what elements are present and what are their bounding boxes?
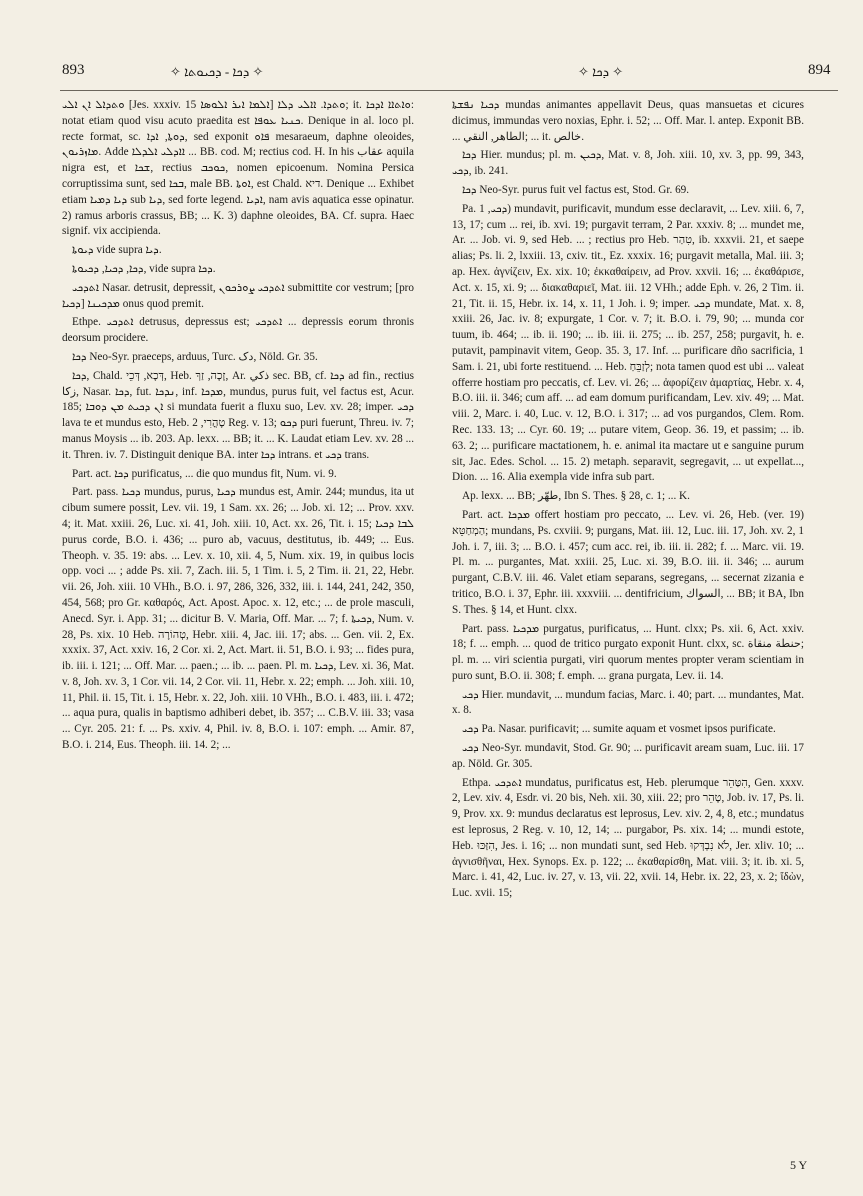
entry-paragraph: ܕܟܝ Pa. Nasar. purificavit; ... sumite aquam et vosmet ipsos purificate. bbox=[462, 723, 776, 736]
left-running-head: ✧ ܕܟܐ - ܕܟܝܘܬܐ ✧ bbox=[170, 64, 264, 79]
entry-paragraph: ܕܟܐ Hier. mundus; pl. m. ܕܟܝܢ, Mat. v. 8, Joh. xiii. 10, xv. 3, pp. 99, 343, ܕܟܝ, ib. 241. bbox=[452, 149, 804, 178]
entry-paragraph: ܕܟܐ, ܕܟܝܐ, ܕܟܝܘܬܐ, vide supra ܕܟܐ. bbox=[72, 262, 216, 275]
right-column bbox=[452, 98, 804, 1166]
entry-paragraph: ܕܟܐ, Chald. דְּכָא, דְּכֵי, Heb. זָכָה, זַךְ, Ar. ذكي sec. BB, cf. ܕܟܐ ad fin., rectius زكا, Nasar. ܕܟܐ, fut. ܢܕܟܐ, inf. ܡܕܟܐ, mundus, purus fuit, vel factus est, Acur. 185; ܐܢ ܕܟܝܬ ܡܢ ܕܘܒܐ si mundata fuerit a fluxu suo, Lev. xv. 28; imper. ܕܟܝ lava te et mundus esto, Heb. טָהֳרִי, 2 Reg. v. 13; ܕܟܘ puri fuerunt, Threu. iv. 7; manus Moysis ... ib. 203. Ap. lexx. ... BB; it. ... K. Laudat etiam Lev. xv. 28 ... it. Thren. iv. 7. Distinguit denique BA. inter ܕܟܐ intrans. et ܕܟܝ trans. bbox=[62, 369, 414, 461]
right-page-number: 894 bbox=[808, 62, 831, 78]
entry-paragraph: Part. act. ܕܟܐ purificatus, ... die quo mundus fit, Num. vi. 9. bbox=[72, 467, 337, 480]
entry-paragraph: ܕܝܘܬܐ vide supra ܕܝܐ. bbox=[72, 244, 162, 257]
signature-mark: 5 Y bbox=[790, 1158, 808, 1172]
entry-paragraph: ܕܟܐ Neo-Syr. purus fuit vel factus est, Stod. Gr. 69. bbox=[462, 183, 690, 196]
left-column bbox=[62, 98, 414, 1166]
header-rule bbox=[60, 90, 838, 91]
entry-paragraph: Ap. lexx. ... BB; طهّر, Ibn S. Thes. § 28, c. 1; ... K. bbox=[462, 490, 690, 503]
entry-paragraph: ܐܬܕܟܝ Nasar. detrusit, depressit, ܐܬܕܟܝ ܨܘܪܟܘܢ submittite cor vestrum; [pro ܕܟܝܐ] ܡܕܟܝܢܐ onus quod premit. bbox=[62, 281, 414, 310]
entry-paragraph: Pa. ܕܟܝ, 1) mundavit, purificavit, mundum esse declaravit, ... Lev. xiii. 6, 7, 13, 17; cum ... rei, ib. xvi. 19; purgavit terram, 2 Par. xxxiv. 8; ... mundet me, Ar. ... Job. vi. 9, sed Heb. ... ; rectius pro Heb. טִהַר, ib. xxxvii. 21, et saepe alias; Ps. li. 2, lxxiii. 13, cxiv. tit., Ez. xxxix. 16; purgavit metalla, Mal. iii. 3; ap. Hex. ἁγνίζειν, Ex. xix. 10; ἐκκαθαίρειν, ad Prov. xxvii. 16; ... ἐκαθάρισε, Act. x. 15, xi. 9; ... διακαθαριεῖ, Mat. iii. 12 VHh.; adde Eph. v. 26, 2 Tim. ii. 21, Tit. ii. 15, Hebr. ix. 14, x. 11, 1 Joh. i. 9; imper. ܕܟܝ mundate, Mat. x. 8, xxiii. 26, Jac. iv. 8; expurgate, 1 Cor. v. 7; it. B.O. i. 79, 90; ... munda cor tuum, ib. 464; ... ib. ii. 190; ... ib. iii. ii. 275; ... ib. 257, 258; purgavit, h. e. putavit, pampinavit vitem, Geop. 35. 3, 17. Inf. ... purificare dño sacrificia, 1 Sam. i. 21, ubi forte restituend. ... Heb. לְזַבֵּחַ; nota tamen quod est ubi ... valeat offerre hostiam pro peccatis, cf. Lev. vi. 26; ... ἀφορίζειν ἁμαρτίας, Hebr. x. 4, B.O. iii. ii. 346; cum aff. ... ad eam domum purificandam, Lev. xiv. 49; ... Mat. viii. 2, Marc. i. 40, Luc. v. 12, B.O. i. 317; ... ad vos purgandos, Clem. Rom. Rec. 133. 13; ... Cyr. 60. 19; ... putare vitem, Geop. 36. 19, et passim; ... ib. 63. 2; ... purificare mactationem, h. e. animal ita mactare ut e sanguine purum sit, Jac. Edes. Schol. ... 15. 2) metaph. separavit, segregavit, ... ut expellat..., Dion. ... 16. Alia exempla vide infra sub part. bbox=[452, 202, 804, 484]
left-page-number: 893 bbox=[62, 62, 85, 78]
entry-paragraph: Part. pass. ܕܟܝܐ mundus, purus, ܕܟܝܐ mundus est, Amir. 244; mundus, ita ut cibum sumere possit, Lev. vii. 19, 1 Sam. xx. 26; ... Job. xi. 12; ... Prov. xxv. 4; it. Mat. xxiii. 26, Luc. xi. 41, Joh. xiii. 10, Act. xx. 26, Tit. i. 15; ܠܒܐ ܕܟܝܐ purus corde, B.O. i. 436; ... puro ab, vacuus, destitutus, ib. 449; ... Eus. Theoph. v. 35. 19: abs. ... Lev. x. 10, xii. 4, 5, Num. xix. 19, in quibus locis opp. voci ... ; adde Ps. xii. 7, Zach. iii. 5, 1 Tim. i. 5, 2 Tim. ii. 21, 22, Hebr. vii. 26, Joh. xiii. 10 VHh., B.O. i. 97, 286, 326, 332, iii. i. 144, 241, 242, 350, 454, 568; pro Gr. καθαρός, Act. Apost. Apoc. x. 12, etc.; ... de prole masculi, Anecd. Syr. i. App. 31; ... dicitur B. V. Maria, Off. Mar. ... 7; f. ܕܟܝܬܐ, Num. v. 28, Ps. xix. 10 Heb. טְהוֹרָה, Hebr. xiii. 4, Jac. iii. 17; abs. ... Gen. vii. 2, Ex. xxxix. 37, Act. xxiv. 16, 2 Cor. xi. 2, Act. Mart. ii. 51, B.O. i. 93; ... fides pura, ib. iii. i. 121; ... Off. Mar. ... paen.; ... ib. ... paen. Pl. m. ܕܟܝܐ, Lev. xi. 36, Mat. v. 8, Joh. xv. 3, 1 Cor. vii. 14, 2 Cor. vii. 11, Hebr. x. 22; emph. ... Joh. xiii. 10, 11, Phil. ii. 15, Tit. i. 15, Hebr. x. 22, Joh. xiii. 10 VHh., B.O. i. 483, iii. i. 472; ... aqua pura, qualis in baptismo adhiberi debet, ib. 357; ... C.B.V. iii. 33; vasa ... Cyr. 205. 21: f. ... Ps. xxiv. 4, Phil. iv. 8, B.O. i. 107: emph. ... Amir. 87, B.O. i. 214, Eus. Theoph. iii. 14. 2; ... bbox=[62, 486, 414, 752]
right-running-head: ✧ ܕܟܐ ✧ bbox=[578, 64, 624, 79]
entry-paragraph: Ethpa. ܐܬܕܟܝ mundatus, purificatus est, Heb. plerumque הִטַּהֵר, Gen. xxxv. 2, Lev. xiv. 4, Esdr. vi. 20 bis, Neh. xii. 30, xiii. 22; pro טָהֵר, Job. iv. 17, Ps. li. 9, Prov. xx. 9: mundus declaratus est leprosus, Lev. xiv. 2, 4, 8, etc.; mundatus est leprosus, 2 Reg. v. 10, 12, 14; ... purgabor, Ps. xix. 14; ... mundi estote, Heb. הִזַּכּוּ, Jes. i. 16; ... non mundati sunt, sed Heb. לֹא נִבְדְּקוּ, Jer. xliv. 10; ... ἁγνισθῆναι, Hex. Synops. Ex. p. 122; ... ἐκαθαρίσθη, Mat. viii. 3; it. ib. xi. 5, Marc. i. 41, 42, Luc. iv. 27, v. 13, vii. 22, xvii. 14, Hebr. ix. 22, 23, x. 2; ἴδὼν, Luc. xvii. 15; bbox=[452, 776, 804, 900]
entry-paragraph: ܕܟܝ Hier. mundavit, ... mundum facias, Marc. i. 40; part. ... mundantes, Mat. x. 8. bbox=[452, 688, 804, 717]
entry-paragraph: ܕܟܐ Neo-Syr. praeceps, arduus, Turc. دک, Nöld. Gr. 35. bbox=[72, 350, 318, 363]
page-header bbox=[0, 62, 863, 86]
entry-paragraph: ܕܟܝ Neo-Syr. mundavit, Stod. Gr. 90; ... purificavit aream suam, Luc. iii. 17 ap. Nöld. Gr. 305. bbox=[452, 742, 804, 770]
entry-paragraph: ܘܬܕܐܠ ܐܢ ܐܠܝ [Jes. xxxiv. 15 ܐܠܡܐ ܐܝܪ ܐܠܘܣܐ] ܘܬܕܐ. ܐܐܠܝ ܕܠܐ; it. ܘܐܬܐܐ ܐܕܟܐ: notat etiam quod visu acuto praedita est ܟܢܝܐ ܥܘܦܐ. Denique in al. loco pl. recte format, sc. ܕܘܬܐ, ܐܕܐ, sed exponit ܦܐܘ mesaraeum, daphne oleoides, ܡܐܙܪܝܘܢ. Adde ܐܐܕܠܝ ܐܠܕܠܐ ... BB. cod. M; rectius cod. H. In his عقاب aquila nigra est, et ܫܟܐ, rectius ܟܘܟܒ, nomen epicoenum. Nomina Persica corruptissima sunt, sed ܒܟܐ, male BB. ܐܘܬܐ, est Chald. דיא. Denique ... Exhibet etiam ܕܝܐ ܕܡܝܐ sub ܕܝܐ, sed forte legend. ܐܕܝܐ, nam avis aquatica esse opinatur. 2) ramus arboris crassus, BB; ... K. 3) daphne oleoides, BA. Cf. supra. Haec signif. vix accipienda. bbox=[62, 99, 414, 238]
entry-paragraph: ܕܟܝܐ ܢܦܫܬܐ mundas animantes appellavit Deus, quas mansuetas et cicures dicimus, immundas vero noxias, Ephr. i. 52; ... Off. Mar. l. antep. Exponit BB. ... الطاهر, النقي; ... it. خالص. bbox=[452, 99, 804, 143]
entry-paragraph: Part. pass. ܡܕܟܝܐ purgatus, purificatus, ... Hunt. clxx; Ps. xii. 6, Act. xxiv. 18; f. ... emph. ... quod de tritico purgato exponit Hunt. clxx, sc. حنطة منقاة; pl. m. ... viri scientia purgati, viri quorum mentes propter veram scientiam in puro sunt, B.O. ii. 308; f. emph. ... grana purgata, Lev. ii. 14. bbox=[452, 622, 804, 682]
entry-paragraph: Ethpe. ܐܬܕܟܝ detrusus, depressus est; ܐܬܕܟܝ ... depressis eorum thronis deorsum procidere. bbox=[62, 316, 414, 345]
entry-paragraph: Part. act. ܡܕܟܐ offert hostiam pro peccato, ... Lev. vi. 26, Heb. (ver. 19) הַמְחַטֵּא; mundans, Ps. cxviii. 9; purgans, Mat. iii. 12, Luc. iii. 17, Joh. xv. 2, 1 Joh. i. 7, iii. 3; ... B.O. i. 457; cum acc. rei, ib. iii. ii. 282; f. ... Marc. vii. 19. Pl. m. ... purgantes, Mat. xxiii. 25, Luc. xi. 39, B.O. iii. ii. 346; ... aurum purgant, C.B.V. iii. 46. Valet etiam separans, segregans, ... secernat zizania e tritico, B.O. i. 37, Ephr. iii. xxxviii. ... dentifricium, السواك, ... BB; it BA, Ibn S. Thes. § 14, et Hunt. clxx. bbox=[452, 508, 804, 616]
